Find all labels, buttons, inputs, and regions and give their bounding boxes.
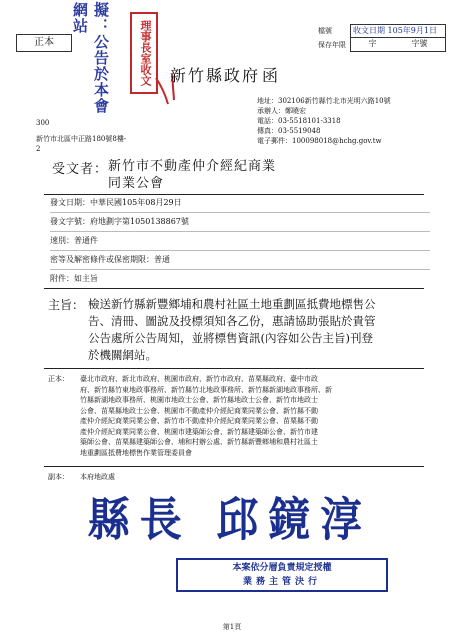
- send-date: 發文日期：中華民國105年08月29日: [50, 194, 430, 213]
- receipt-stamp: 理事長室收文: [130, 12, 158, 94]
- agency-title: 新竹縣政府: [170, 66, 261, 85]
- send-number: 發文字號：府地劃字第1050138867號: [50, 213, 430, 232]
- authorization-stamp: [176, 558, 388, 592]
- file-sub-label: 字號: [411, 39, 428, 48]
- file-number-label: 檔號: [318, 27, 332, 35]
- copy-recipients: 本府地政處: [80, 473, 115, 481]
- page-number: 第1頁: [222, 623, 242, 631]
- contact-fax: 傳真：03-5519048: [257, 127, 321, 135]
- subject-line: 於機關網站。: [88, 348, 157, 362]
- divider: [44, 288, 424, 289]
- issue-fields: [50, 194, 430, 288]
- authorization-line: 業務主管決行: [242, 577, 321, 587]
- main-recipients-line: 公會、苗栗縣地政士公會、桃園市不動產仲介經紀商業同業公會、新竹縣不動: [80, 406, 318, 415]
- contact-email: 電子郵件：100098018@hchg.gov.tw: [257, 137, 382, 145]
- authorization-line: 本案依分層負責規定授權: [232, 563, 332, 573]
- main-recipients-line: 竹縣新湖地政事務所、桃園市地政士公會、新竹縣地政士公會、新竹市地政士: [80, 396, 318, 404]
- main-recipients-line: 臺北市政府、新北市政府、桃園市政府、新竹市政府、苗栗縣政府、臺中市政: [80, 375, 318, 383]
- main-recipients-label: 正本：: [48, 375, 69, 383]
- subject-body: [88, 296, 428, 364]
- recipient-name-line: 同業公會: [108, 176, 165, 191]
- attachment: 附件：如主旨: [50, 274, 98, 283]
- recipient-address: [36, 118, 166, 154]
- received-date: 收文日期 105年9月1日: [353, 26, 437, 35]
- speed: 速別：普通件: [50, 232, 430, 251]
- recipient-address-line: 2: [36, 145, 41, 153]
- contact-address: 地址：302106新竹縣竹北市光明六路10號: [257, 97, 391, 105]
- recipient-name-line: 新竹市不動產仲介經紀商業: [108, 159, 277, 174]
- main-recipients-line: 府、新竹縣竹東地政事務所、新竹縣竹北地政事務所、新竹縣新湖地政事務所、新: [80, 385, 332, 394]
- copy-marker: [16, 34, 72, 52]
- recipient-name: [108, 158, 276, 192]
- recipient-zip: 300: [36, 119, 50, 127]
- retention-label: 保存年限: [318, 41, 346, 49]
- secrecy: 密等及解密條件或保密期限：普通: [50, 251, 430, 270]
- divider: [44, 368, 424, 369]
- contact-phone: 電話：03-5518101-3318: [257, 117, 341, 125]
- recipient-address-line: 新竹市北區中正路180號8樓-: [36, 135, 127, 143]
- contact-block: [257, 96, 447, 146]
- copy-label: 副本：: [48, 473, 69, 481]
- main-recipients-line: 築師公會、苗栗縣建築師公會、埔和村辦公處、新竹縣新豐鄉埔和農村社區土: [80, 438, 318, 446]
- main-recipients-body: [80, 374, 430, 458]
- main-recipients-line: 產仲介經紀商業同業公會、桃園市建築師公會、新竹縣建築師公會、新竹市建: [80, 427, 318, 436]
- recipient-label: 受文者：: [52, 162, 109, 177]
- document-type: 函: [262, 66, 279, 85]
- signature-stamp: 縣長 邱鏡淳: [87, 492, 373, 547]
- main-recipients-line: 產仲介經紀商業同業公會、新竹市不動產仲介經紀商業同業公會、苗栗縣不動: [80, 417, 318, 425]
- subject-line: 檢送新竹縣新豐鄉埔和農村社區土地重劃區抵費地標售公: [88, 297, 376, 311]
- subject-label: 主旨：: [48, 298, 85, 312]
- contact-officer: 承辦人：鄭曉宏: [257, 107, 306, 115]
- file-sub-label: 字: [368, 39, 377, 48]
- received-stamp: [350, 24, 446, 52]
- handwritten-note: 擬：公告於本會網站: [71, 2, 110, 114]
- main-recipients-line: 地重劃區抵費地標售作業管理委員會: [80, 448, 192, 457]
- subject-line: 告、清冊、圖說及投標須知各乙份，惠請協助張貼於貴管: [88, 314, 376, 328]
- subject-line: 公告處所公告周知，並將標售資訊(內容如公告主旨)刊登: [88, 331, 373, 345]
- divider: [44, 466, 424, 467]
- copy-marker-text: 正本: [34, 37, 54, 48]
